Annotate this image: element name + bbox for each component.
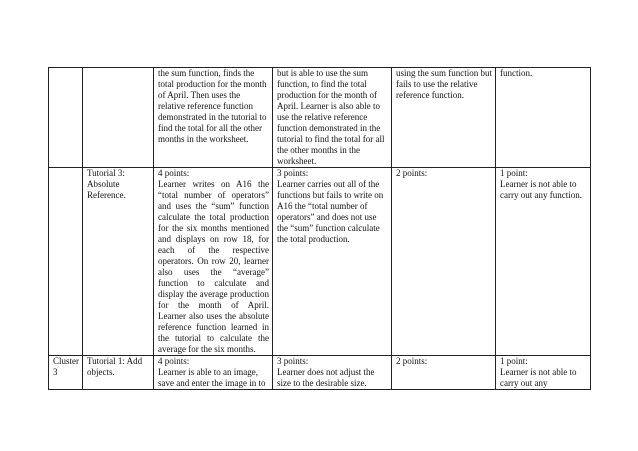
tutorial-cell — [83, 68, 154, 168]
two-points-cell: using the sum function but fails to use the relative reference function. — [392, 68, 496, 168]
criteria-text: Learner is not able to carry out any — [500, 367, 577, 388]
criteria-text: Learner does not adjust the size to the desirable size. — [277, 367, 375, 388]
rubric-table — [48, 67, 591, 390]
tutorial-label: Tutorial 1: Add objects. — [87, 356, 143, 377]
points-heading: 1 point: — [500, 356, 528, 366]
four-points-cell — [154, 168, 273, 356]
points-heading: 4 points: — [158, 356, 190, 366]
four-points-cell: the sum function, finds the total production for the month of April. Then uses the relative reference function demonstrated in the tutorial to find the total for all the other months in the worksheet. — [154, 68, 273, 168]
points-heading: 1 point: — [500, 168, 528, 178]
four-points-cell — [154, 356, 273, 390]
criteria-text: Learner writes on A16 the “total number of operators” and uses the “sum” function calculate the total production for the six months mentioned and displays on row 18, for each of the respective operators. On row 20, learner also uses the “average” function to calculate and display the average production for the month of April. Learner also uses the absolute reference function learned in the tutorial to calculate the average for the six months. — [158, 179, 269, 354]
three-points-cell — [273, 168, 392, 356]
two-points-cell — [392, 356, 496, 390]
three-points-cell — [273, 356, 392, 390]
table-row — [49, 68, 591, 168]
tutorial-label: Tutorial 3: Absolute Reference. — [87, 168, 126, 200]
points-heading: 2 points: — [396, 356, 428, 366]
cluster-cell — [49, 68, 83, 168]
tutorial-cell — [83, 356, 154, 390]
points-heading: 3 points: — [277, 356, 309, 366]
one-point-cell — [496, 356, 591, 390]
table-row — [49, 168, 591, 356]
criteria-text: Learner is not able to carry out any function. — [500, 179, 582, 200]
two-points-cell — [392, 168, 496, 356]
criteria-text: Learner carries out all of the functions but fails to write on A16 the “total number of operators” and does not use the “sum” function calculate the total production. — [277, 179, 384, 244]
cluster-cell — [49, 168, 83, 356]
points-heading: 2 points: — [396, 168, 428, 178]
cluster-cell — [49, 356, 83, 390]
cluster-label: Cluster 3 — [53, 356, 79, 377]
one-point-cell — [496, 168, 591, 356]
tutorial-cell — [83, 168, 154, 356]
three-points-cell: but is able to use the sum function, to find the total production for the month of April. Learner is also able to use the relative reference function demonstrated in the tutorial to find the total for all the other months in the worksheet. — [273, 68, 392, 168]
points-heading: 4 points: — [158, 168, 190, 178]
one-point-cell: function. — [496, 68, 591, 168]
table-row — [49, 356, 591, 390]
points-heading: 3 points: — [277, 168, 309, 178]
criteria-text: Learner is able to an image, save and enter the image in to — [158, 367, 266, 388]
